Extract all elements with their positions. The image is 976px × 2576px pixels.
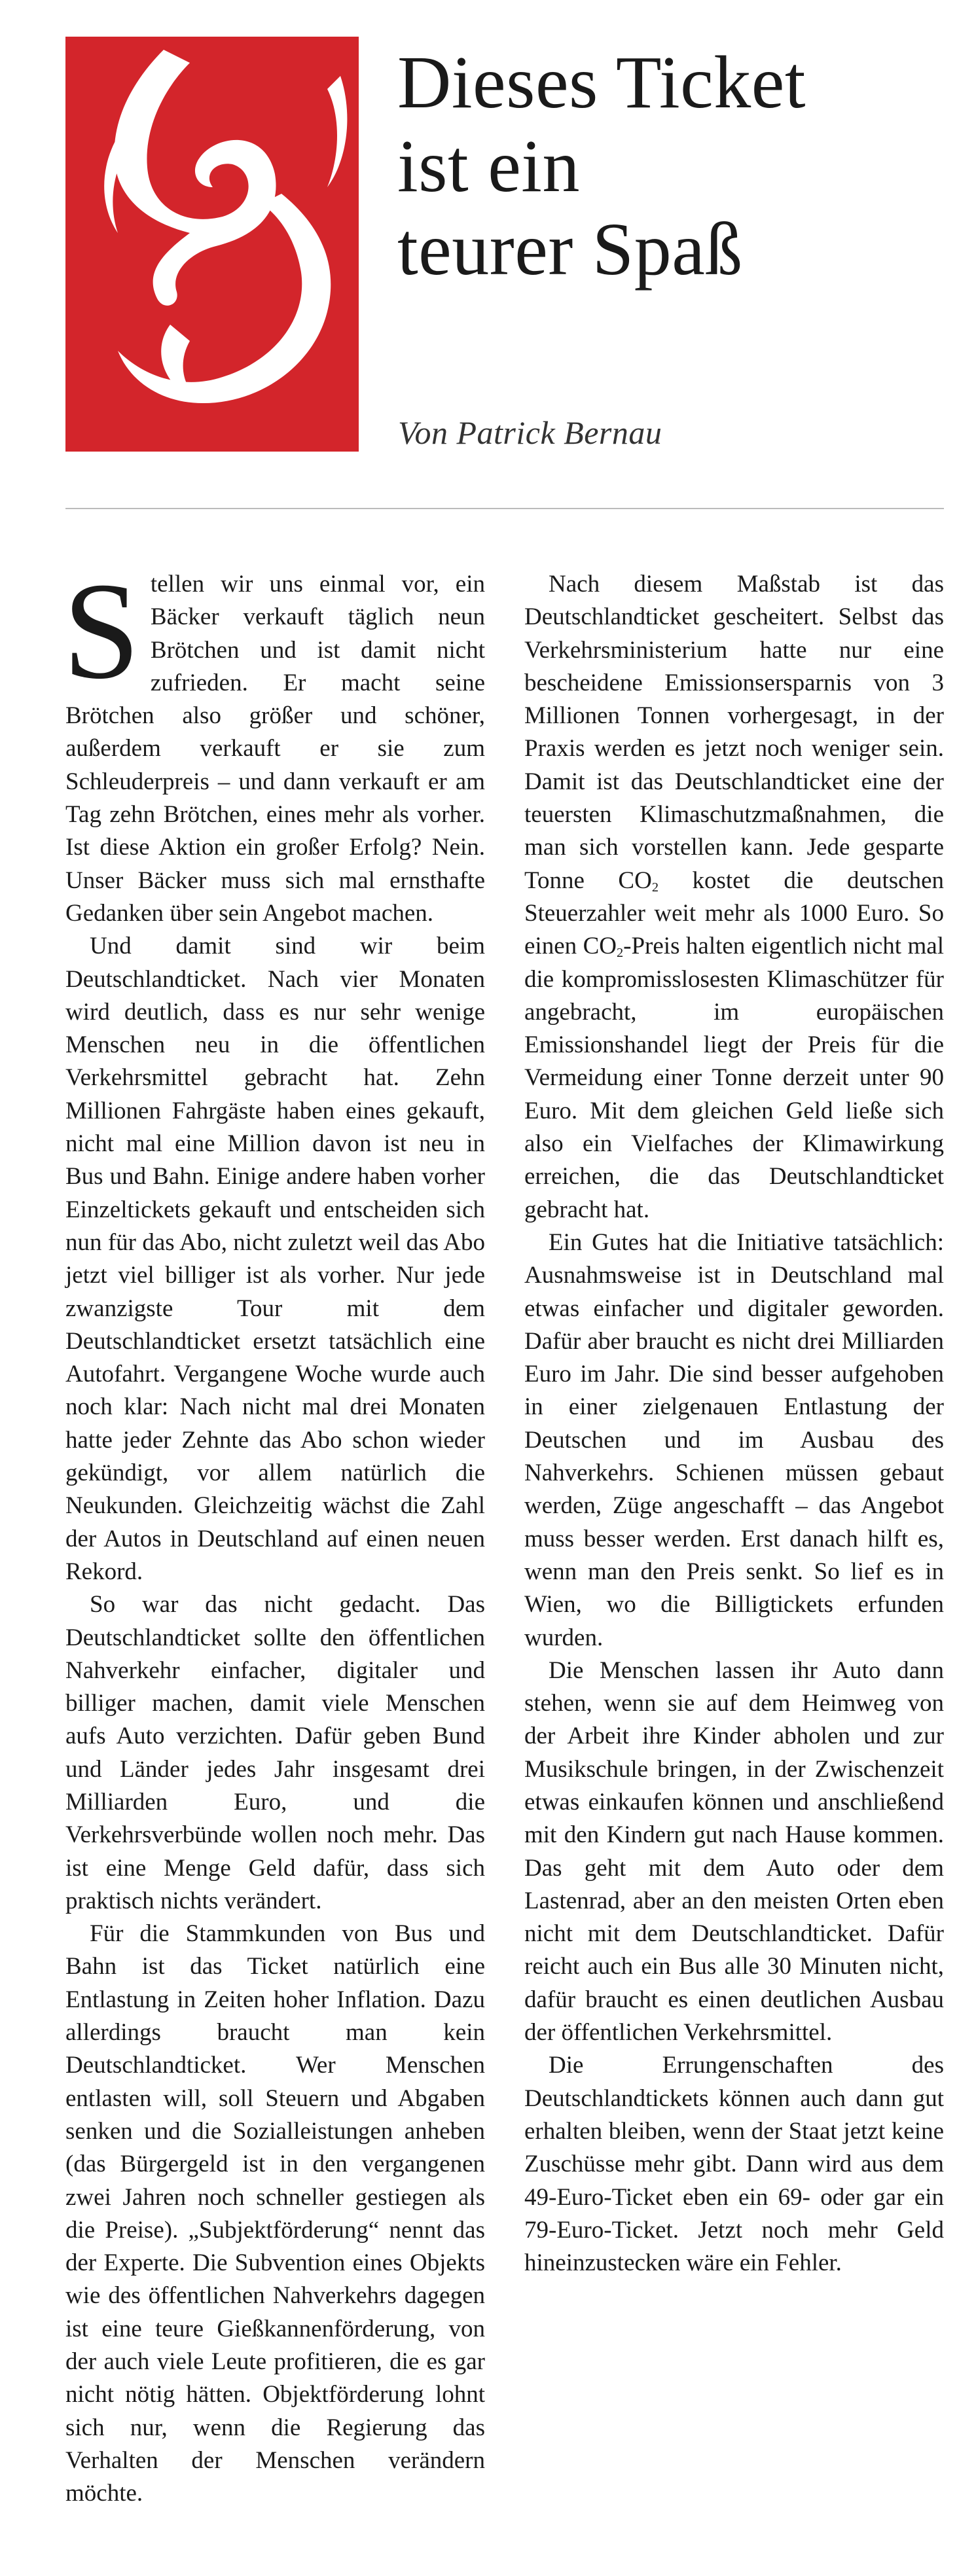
paragraph: Die Errungenschaften des Deutschlandtickets können auch dann gut erhalten bleiben, wenn der Staat jetzt keine Zuschüsse mehr gibt. Dann wird aus dem 49-Euro-Ticket eben ein 69- oder gar ein 79-Euro-Ticket. Jetzt noch mehr Geld hineinzustecken wäre ein Fehler. [524,2052,944,2277]
drop-cap: S [63,554,140,707]
fraktur-s-logo [65,37,359,452]
paragraph: Für die Stammkunden von Bus und Bahn ist das Ticket natürlich eine Entlastung in Zeiten hoher Inflation. Dazu allerdings braucht man kein Deutschlandticket. Wer Menschen entlasten will, soll Steuern und Abgaben senken und die Sozialleistungen anheben (das Bürgergeld ist in den vergangenen zwei Jahren noch schneller gestiegen als die Preise). „Subjektförderung“ nennt das der Experte. Die Subvention eines Objekts wie des öffentlichen Nahverkehrs dagegen ist eine teure Gießkannenförderung, von der auch viele Leute profitieren, die es gar nicht nötig hätten. Objektförderung lohnt sich nur, wenn die Regierung das Verhalten der Menschen verändern möchte. [65,1920,485,2507]
paragraph: So war das nicht gedacht. Das Deutschlandticket sollte den öffentlichen Nahverkehr einfacher, digitaler und billiger machen, damit viele Menschen aufs Auto verzichten. Dafür geben Bund und Länder jedes Jahr insgesamt drei Milliarden Euro, und die Verkehrsverbünde wollen noch mehr. Das ist eine Menge Geld dafür, dass sich praktisch nichts verändert. [65,1591,485,1914]
byline: Von Patrick Bernau [398,414,662,451]
headline [397,41,960,291]
paragraph: Ein Gutes hat die Initiative tatsächlich: Ausnahmsweise ist in Deutschland mal etwas einfacher und digitaler geworden. Dafür aber braucht es nicht drei Milliarden Euro im Jahr. Die sind besser aufgehoben in einer zielgenauen Entlastung der Deutschen und im Ausbau des Nahverkehrs. Schienen müssen gebaut werden, Züge angeschafft – das Angebot muss besser werden. Erst danach hilft es, wenn man den Preis senkt. So lief es in Wien, wo die Billigtickets erfunden wurden. [524,1228,944,1651]
paragraph: Die Menschen lassen ihr Auto dann stehen, wenn sie auf dem Heimweg von der Arbeit ihre Kinder abholen und zur Musikschule bringen, in der Zwischenzeit etwas einkaufen können und anschließend mit den Kindern gut nach Hause kommen. Das geht mit dem Auto oder dem Lastenrad, aber an den meisten Orten eben nicht mit dem Deutschlandticket. Dafür reicht auch ein Bus alle 30 Minuten nicht, dafür braucht es einen deutlichen Ausbau der öffentlichen Verkehrsmittel. [524,1656,944,2047]
paragraph: Und damit sind wir beim Deutschlandticket. Nach vier Monaten wird deutlich, dass es nur sehr wenige Menschen neu in die öffentlichen Verkehrsmittel gebracht hat. Zehn Millionen Fahrgäste haben eines gekauft, nicht mal eine Million davon ist neu in Bus und Bahn. Einige andere haben vorher Einzeltickets gekauft und entscheiden sich nun für das Abo, nicht zuletzt weil das Abo jetzt viel billiger ist als vorher. Nur jede zwanzigste Tour mit dem Deutschlandticket ersetzt tatsächlich eine Autofahrt. Vergangene Woche wurde auch noch klar: Nach nicht mal drei Monaten hatte jeder Zehnte das Abo schon wieder gekündigt, vor allem natürlich die Neukunden. Gleichzeitig wächst die Zahl der Autos in Deutschland auf einen neuen Rekord. [65,933,485,1585]
article-body [63,554,944,2564]
paragraph: Nach diesem Maßstab ist das Deutschlandticket gescheitert. Selbst das Verkehrsministerium hatte nur eine bescheidene Emissionsersparnis von 3 Millionen Tonnen vorhergesagt, in der Praxis werden es jetzt noch weniger sein. Damit ist das Deutschlandticket eine der teuersten Klimaschutzmaßnahmen, die man sich vorstellen kann. Jede gesparte Tonne $CO_2$ kostet die deutschen Steuerzahler weit mehr als 1000 Euro. So einen $CO_2$-Preis halten eigentlich nicht mal die kompromisslosesten Klimaschützer für angebracht, im europäischen Emissionshandel liegt der Preis für die Vermeidung einer Tonne derzeit unter 90 Euro. Mit dem gleichen Geld ließe sich also ein Vielfaches der Klimawirkung erreichen, die das Deutschlandticket gebracht hat. [524,571,944,1223]
paragraph: Stellen wir uns einmal vor, ein Bäcker verkauft täglich neun Brötchen und ist damit nicht zufrieden. Er macht seine Brötchen also größer und schöner, außerdem verkauft er sie zum Schleuderpreis – und dann verkauft er am Tag zehn Brötchen, eines mehr als vorher. Ist diese Aktion ein großer Erfolg? Nein. Unser Bäcker muss sich mal ernsthafte Gedanken über sein Angebot machen. [63,554,485,927]
fraktur-s-icon [65,37,359,452]
headline-line-1: Dieses Ticket [397,41,806,124]
headline-line-3: teurer Spaß [397,207,743,291]
headline-line-2: ist ein [397,124,580,207]
divider [65,508,944,509]
